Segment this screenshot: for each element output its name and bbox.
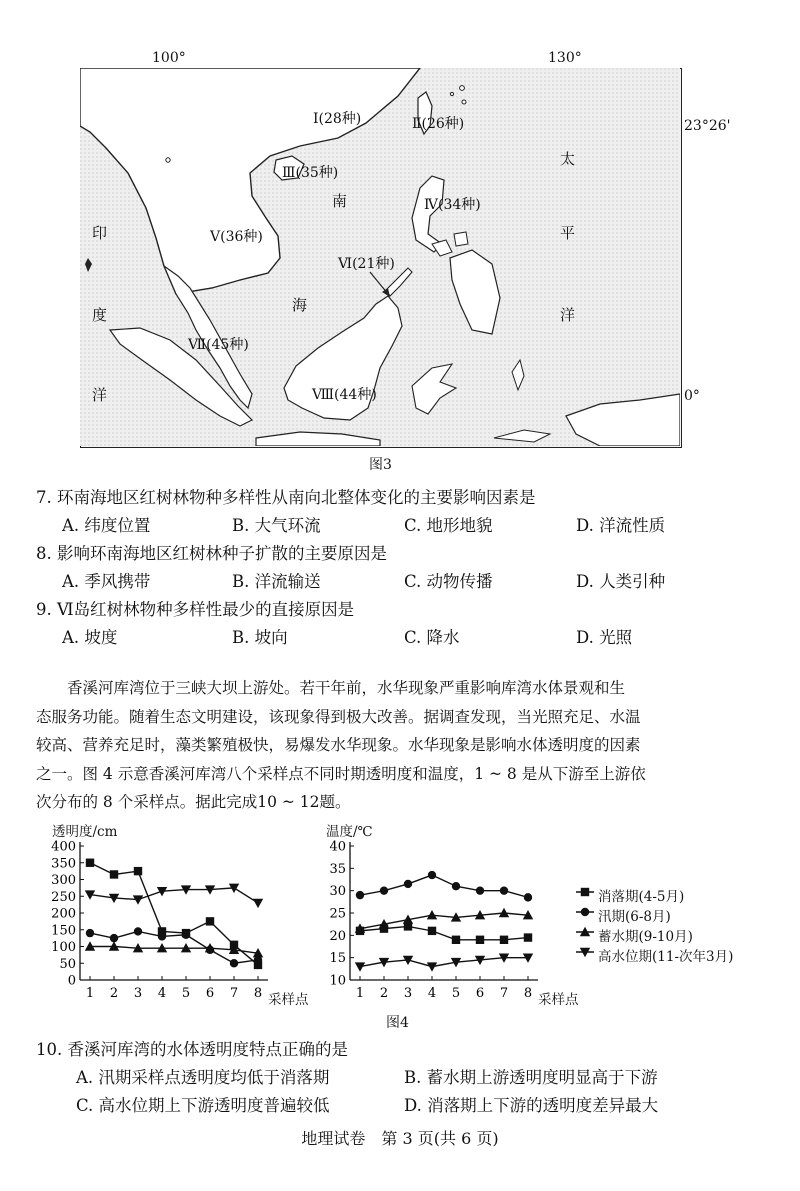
ocean-label-yang2: 洋 <box>560 306 576 324</box>
chart1-ytick-label-6: 300 <box>51 873 76 888</box>
chart1-xtick-label-4: 5 <box>181 986 191 1001</box>
lat-label-23: 23°26' <box>684 118 731 134</box>
chart1-xlabel: 采样点 <box>268 992 309 1008</box>
figure3-caption: 图3 <box>369 457 392 473</box>
q7-option-a: A. 纬度位置 <box>62 516 151 535</box>
legend-label-4: 高水位期(11-次年3月) <box>598 949 734 965</box>
legend-item-3 <box>576 925 693 945</box>
chart1-ytick-label-4: 200 <box>51 906 76 922</box>
chart1-ytick-label-2: 100 <box>51 940 76 955</box>
question-9-stem: 9. Ⅵ岛红树林物种多样性最少的直接原因是 <box>36 600 355 619</box>
chart1-ytick-label-1: 50 <box>59 956 76 972</box>
chart2-xtick-label-5: 6 <box>475 986 485 1001</box>
chart2-series-1-point-8 <box>524 933 532 941</box>
lat-label-0: 0° <box>684 388 700 404</box>
q8-option-a: A. 季风携带 <box>62 572 151 591</box>
chart2-ylabel: 温度/℃ <box>326 824 373 840</box>
ocean-label-tai: 太 <box>560 150 576 168</box>
chart2-ytick-label-6: 40 <box>329 839 346 855</box>
q9-option-a: A. 坡度 <box>62 628 118 647</box>
chart1-ytick-label-3: 150 <box>51 923 76 939</box>
chart2-series-1-point-5 <box>452 936 460 944</box>
lon-label-130: 130° <box>548 50 582 66</box>
legend-label-2: 汛期(6-8月) <box>598 909 671 925</box>
legend-item-1 <box>576 885 684 905</box>
chart2-ytick-label-3: 25 <box>329 906 346 922</box>
chart2-xtick-label-2: 3 <box>403 986 413 1001</box>
chart1-series-1-point-1 <box>86 859 94 867</box>
chart1-series-2-point-7 <box>230 959 238 967</box>
q10-option-d: D. 消落期上下游的透明度差异最大 <box>404 1096 659 1115</box>
chart2-ytick-label-5: 35 <box>329 861 346 877</box>
chart1-series-1-point-2 <box>110 870 118 878</box>
q10-option-a: A. 汛期采样点透明度均低于消落期 <box>76 1068 330 1087</box>
chart1-xtick-label-3: 4 <box>157 986 167 1001</box>
chart2-ytick-label-1: 15 <box>329 951 346 967</box>
q9-option-b: B. 坡向 <box>232 628 288 647</box>
chart2-ytick-label-4: 30 <box>329 884 346 900</box>
q9-option-c: C. 降水 <box>404 628 460 647</box>
chart2-series-3-point-4 <box>427 910 437 919</box>
q9-option-d: D. 光照 <box>576 628 633 647</box>
chart2-series-2-point-8 <box>524 893 532 901</box>
islet-1 <box>460 86 465 91</box>
sea-label-hai: 海 <box>292 296 308 314</box>
chart2-series-2-point-1 <box>356 891 364 899</box>
q8-option-b: B. 洋流输送 <box>232 572 321 591</box>
island-label-5: Ⅴ(36种) <box>210 229 263 245</box>
question-10-stem: 10. 香溪河库湾的水体透明度特点正确的是 <box>36 1040 348 1059</box>
island-label-7: Ⅶ(45种) <box>188 337 249 353</box>
chart2-ytick-label-0: 10 <box>329 973 346 989</box>
chart1-series-4-point-8 <box>253 899 263 908</box>
island-label-1: Ⅰ(28种) <box>313 111 362 127</box>
chart2-xtick-label-7: 8 <box>523 986 533 1001</box>
islet-4 <box>166 158 170 162</box>
island-label-3: Ⅲ(35种) <box>282 165 339 181</box>
chart1-series-2-point-2 <box>110 934 118 942</box>
chart1-series-2-point-5 <box>182 931 190 939</box>
legend-item-4 <box>576 945 733 965</box>
chart1-series-1-point-6 <box>206 917 214 925</box>
question-8-stem: 8. 影响环南海地区红树林种子扩散的主要原因是 <box>36 544 387 563</box>
chart1-series-4-point-3 <box>133 895 143 904</box>
island-label-2: Ⅱ(26种) <box>412 116 465 132</box>
q10-option-c: C. 高水位期上下游透明度普遍较低 <box>76 1096 330 1115</box>
passage-line-3: 较高、营养充足时，藻类繁殖极快，易爆发水华现象。水华现象是影响水体透明度的因素 <box>36 736 641 754</box>
chart2-series-2-point-7 <box>500 886 508 894</box>
chart2-ytick-label-2: 20 <box>329 928 346 944</box>
chart2-series-4-point-4 <box>427 962 437 971</box>
passage-line-5: 次分布的 8 个采样点。据此完成10 ~ 12题。 <box>36 793 351 811</box>
q7-option-d: D. 洋流性质 <box>576 516 666 535</box>
page-footer: 地理试卷 第 3 页(共 6 页) <box>301 1129 499 1148</box>
passage-line-1: 香溪河库湾位于三峡大坝上游处。若干年前，水华现象严重影响库湾水体景观和生 <box>67 679 626 697</box>
legend-label-1: 消落期(4-5月) <box>598 889 685 905</box>
island-label-6: Ⅵ(21种) <box>338 256 395 272</box>
chart2-series-2-point-6 <box>476 886 484 894</box>
chart1-ytick-label-5: 250 <box>51 889 76 905</box>
chart2-series-2-point-4 <box>428 871 436 879</box>
chart2-xlabel: 采样点 <box>538 992 579 1008</box>
q8-option-d: D. 人类引种 <box>576 572 666 591</box>
visayas-2 <box>454 232 468 246</box>
passage-line-2: 态服务功能。随着生态文明建设，该现象得到极大改善。据调查发现，当光照充足、水温 <box>36 707 641 726</box>
q8-option-c: C. 动物传播 <box>404 572 493 591</box>
chart2-series-1-point-7 <box>500 936 508 944</box>
chart2-xtick-label-3: 4 <box>427 986 437 1001</box>
legend-item-2 <box>576 905 671 925</box>
chart2-series-2-point-2 <box>380 886 388 894</box>
chart1-xtick-label-5: 6 <box>205 986 215 1001</box>
islet-3 <box>450 92 453 95</box>
chart2-xtick-label-6: 7 <box>499 986 509 1001</box>
q10-option-b: B. 蓄水期上游透明度明显高于下游 <box>404 1068 658 1087</box>
sea-label-nan: 南 <box>332 192 348 210</box>
chart2-xtick-label-0: 1 <box>355 986 365 1001</box>
ocean-label-yin: 印 <box>92 224 108 242</box>
q7-option-c: C. 地形地貌 <box>404 516 493 535</box>
chart1-xtick-label-1: 2 <box>109 986 119 1001</box>
island-label-4: Ⅳ(34种) <box>424 197 481 213</box>
figure4-caption: 图4 <box>386 1015 409 1031</box>
chart2-xtick-label-4: 5 <box>451 986 461 1001</box>
passage <box>36 674 771 817</box>
chart1-xtick-label-7: 8 <box>253 986 263 1001</box>
chart1-series-2-point-3 <box>134 927 142 935</box>
chart1-series-1-point-3 <box>134 867 142 875</box>
question-7-stem: 7. 环南海地区红树林物种多样性从南向北整体变化的主要影响因素是 <box>36 488 536 507</box>
chart2-series-1-point-6 <box>476 936 484 944</box>
ocean-label-yang: 洋 <box>92 386 108 404</box>
chart2-series-2-point-3 <box>404 880 412 888</box>
chart2-series-1-point-4 <box>428 927 436 935</box>
chart2-series-2-point-5 <box>452 882 460 890</box>
chart1-xtick-label-0: 1 <box>85 986 95 1001</box>
lon-label-100: 100° <box>152 50 186 66</box>
chart1-xtick-label-6: 7 <box>229 986 239 1001</box>
chart1-ytick-label-0: 0 <box>67 973 76 989</box>
chart2-series-3-point-7 <box>499 908 509 917</box>
ocean-label-du: 度 <box>92 306 108 324</box>
chart1-ylabel: 透明度/cm <box>52 824 118 840</box>
chart1-ytick-label-7: 350 <box>51 856 76 872</box>
legend-label-3: 蓄水期(9-10月) <box>598 929 693 945</box>
chart1-xtick-label-2: 3 <box>133 986 143 1001</box>
passage-line-4: 之一。图 4 示意香溪河库湾八个采样点不同时期透明度和温度，1 ~ 8 是从下游至上游依 <box>36 764 646 783</box>
chart1-ytick-label-8: 400 <box>51 839 76 855</box>
chart1-series-2-point-4 <box>158 932 166 940</box>
chart1-series-4-point-4 <box>157 887 167 896</box>
q7-option-b: B. 大气环流 <box>232 516 321 535</box>
chart2-xtick-label-1: 2 <box>379 986 389 1001</box>
island-label-8: Ⅷ(44种) <box>312 387 377 403</box>
ocean-label-ping: 平 <box>560 224 576 242</box>
islet-2 <box>462 100 466 104</box>
chart2-series-4-point-1 <box>355 962 365 971</box>
chart1-series-2-point-1 <box>86 929 94 937</box>
